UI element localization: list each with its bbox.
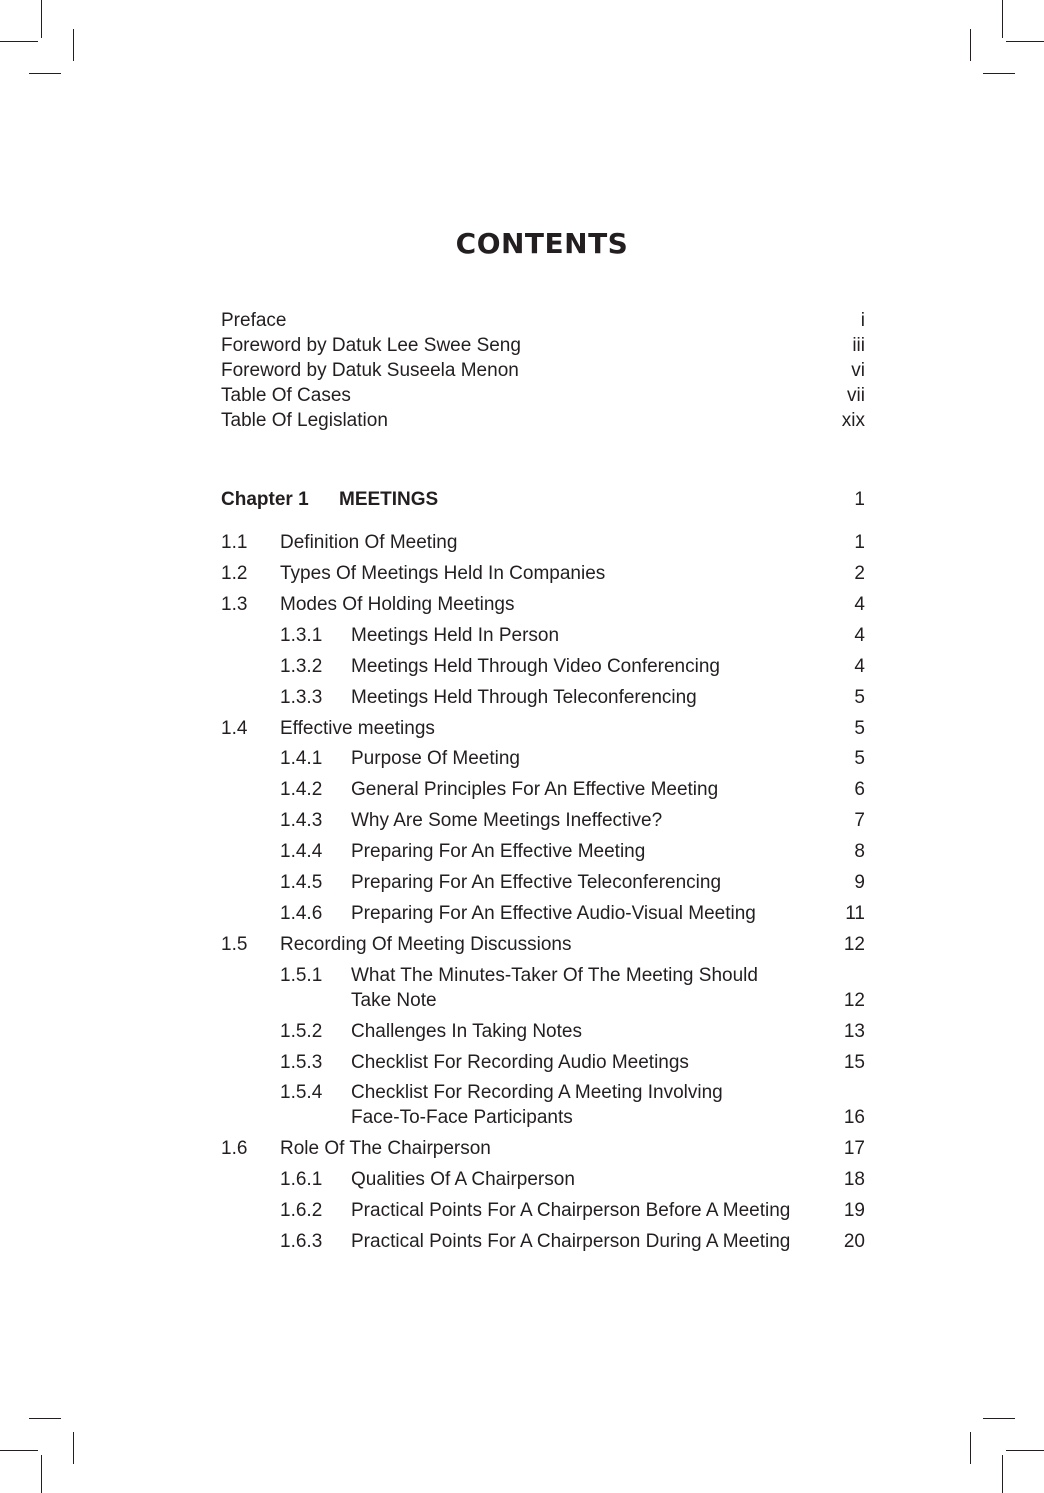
crop-mark (983, 73, 1015, 74)
section-title: Modes Of Holding Meetings (280, 594, 515, 615)
page-number: 11 (845, 903, 865, 924)
subsection-title: Meetings Held In Person (351, 625, 560, 646)
subsection-number: 1.6.3 (280, 1231, 323, 1252)
crop-mark (1002, 1455, 1003, 1493)
subsection-number: 1.4.1 (280, 748, 323, 769)
toc-entry[interactable] (221, 530, 865, 555)
subsection-number: 1.4.3 (280, 810, 323, 831)
subsection-number: 1.5.4 (280, 1082, 323, 1103)
toc-entry[interactable] (221, 561, 865, 586)
section-number: 1.6 (221, 1138, 248, 1159)
page-title: CONTENTS (455, 227, 629, 260)
page-number: 4 (854, 594, 865, 615)
subsection-title: Preparing For An Effective Meeting (351, 841, 646, 862)
chapter-title: MEETINGS (339, 489, 439, 510)
section-number: 1.1 (221, 532, 248, 553)
crop-mark (29, 1418, 61, 1419)
page-number: vi (851, 360, 865, 381)
toc-subentry[interactable] (221, 654, 865, 679)
crop-mark (970, 1432, 971, 1464)
toc-subentry[interactable] (221, 623, 865, 648)
page-number: 12 (843, 934, 865, 955)
subsection-title: Purpose Of Meeting (351, 748, 520, 769)
section-title: Role Of The Chairperson (280, 1138, 491, 1159)
toc-entry[interactable] (221, 592, 865, 617)
crop-mark (41, 1455, 42, 1493)
toc-subentry[interactable] (221, 1229, 865, 1254)
toc-subentry[interactable] (221, 963, 865, 1013)
toc-subentry[interactable] (221, 839, 865, 864)
subsection-title: What The Minutes-Taker Of The Meeting Should Take Note (351, 965, 758, 1011)
crop-mark (73, 29, 74, 61)
crop-mark (983, 1418, 1015, 1419)
page-number: i (860, 310, 865, 331)
subsection-number: 1.6.2 (280, 1200, 323, 1221)
page-number: 5 (854, 687, 865, 708)
page-number: 6 (854, 779, 865, 800)
front-matter-label: Table Of Cases (221, 385, 351, 406)
chapter-heading[interactable] (221, 487, 865, 512)
page-number: 13 (843, 1021, 865, 1042)
crop-mark (73, 1432, 74, 1464)
page-number: 17 (843, 1138, 865, 1159)
subsection-number: 1.5.1 (280, 965, 323, 986)
crop-mark (970, 29, 971, 61)
subsection-title: Meetings Held Through Teleconferencing (351, 687, 697, 708)
front-matter-item[interactable] (221, 383, 865, 408)
toc-subentry[interactable] (221, 1198, 865, 1223)
subsection-number: 1.4.5 (280, 872, 323, 893)
section-title: Definition Of Meeting (280, 532, 458, 553)
front-matter-label: Table Of Legislation (221, 410, 388, 431)
subsection-title: Practical Points For A Chairperson During A Meeting (351, 1231, 791, 1252)
page-number: 5 (854, 718, 865, 739)
crop-mark (1006, 1450, 1044, 1451)
subsection-title: Preparing For An Effective Audio-Visual Meeting (351, 903, 756, 924)
page-number: 16 (843, 1107, 865, 1128)
page-number: 5 (854, 748, 865, 769)
toc-subentry[interactable] (221, 746, 865, 771)
section-title: Types Of Meetings Held In Companies (280, 563, 606, 584)
subsection-number: 1.6.1 (280, 1169, 323, 1190)
toc-subentry[interactable] (221, 685, 865, 710)
toc-subentry[interactable] (221, 1080, 865, 1130)
toc-entry[interactable] (221, 932, 865, 957)
toc-entry[interactable] (221, 1136, 865, 1161)
page-number: 15 (843, 1052, 865, 1073)
subsection-number: 1.3.1 (280, 625, 323, 646)
toc-entry[interactable] (221, 716, 865, 741)
toc-subentry[interactable] (221, 808, 865, 833)
toc-subentry[interactable] (221, 777, 865, 802)
section-number: 1.5 (221, 934, 248, 955)
subsection-number: 1.4.4 (280, 841, 323, 862)
section-number: 1.4 (221, 718, 248, 739)
front-matter-item[interactable] (221, 408, 865, 433)
page-number: 20 (843, 1231, 865, 1252)
subsection-number: 1.3.2 (280, 656, 323, 677)
toc-subentry[interactable] (221, 1167, 865, 1192)
front-matter-label: Preface (221, 310, 287, 331)
subsection-title: Meetings Held Through Video Conferencing (351, 656, 720, 677)
subsection-number: 1.4.2 (280, 779, 323, 800)
crop-mark (29, 73, 61, 74)
front-matter-item[interactable] (221, 333, 865, 358)
page-number: vii (847, 385, 865, 406)
toc-subentry[interactable] (221, 901, 865, 926)
subsection-title: General Principles For An Effective Meeting (351, 779, 719, 800)
page-number: 4 (854, 625, 865, 646)
section-title: Effective meetings (280, 718, 435, 739)
page-number: 8 (854, 841, 865, 862)
chapter-number: Chapter 1 (221, 489, 309, 510)
page-number: iii (852, 335, 865, 356)
section-number: 1.2 (221, 563, 248, 584)
section-number: 1.3 (221, 594, 248, 615)
section-title: Recording Of Meeting Discussions (280, 934, 572, 955)
subsection-title: Practical Points For A Chairperson Before A Meeting (351, 1200, 791, 1221)
subsection-number: 1.4.6 (280, 903, 323, 924)
page-number: 1 (854, 489, 865, 510)
subsection-title: Checklist For Recording A Meeting Involving Face-To-Face Participants (351, 1082, 723, 1128)
page-number: 7 (854, 810, 865, 831)
page-number: 19 (843, 1200, 865, 1221)
front-matter-item[interactable] (221, 358, 865, 383)
page-number: 12 (843, 990, 865, 1011)
subsection-title: Qualities Of A Chairperson (351, 1169, 575, 1190)
crop-mark (41, 0, 42, 38)
toc-subentry[interactable] (221, 1019, 865, 1044)
subsection-number: 1.5.2 (280, 1021, 323, 1042)
front-matter-label: Foreword by Datuk Lee Swee Seng (221, 335, 521, 356)
crop-mark (0, 41, 38, 42)
page-number: xix (841, 410, 865, 431)
page-number: 18 (843, 1169, 865, 1190)
crop-mark (0, 1450, 38, 1451)
subsection-title: Checklist For Recording Audio Meetings (351, 1052, 689, 1073)
toc-subentry[interactable] (221, 1050, 865, 1075)
subsection-title: Why Are Some Meetings Ineffective? (351, 810, 663, 831)
crop-mark (1006, 41, 1044, 42)
front-matter-item[interactable] (221, 308, 865, 333)
page-number: 2 (854, 563, 865, 584)
subsection-number: 1.5.3 (280, 1052, 323, 1073)
subsection-title: Challenges In Taking Notes (351, 1021, 582, 1042)
page-number: 9 (854, 872, 865, 893)
subsection-title: Preparing For An Effective Teleconferencing (351, 872, 722, 893)
crop-mark (1002, 0, 1003, 38)
subsection-number: 1.3.3 (280, 687, 323, 708)
front-matter-label: Foreword by Datuk Suseela Menon (221, 360, 519, 381)
toc-subentry[interactable] (221, 870, 865, 895)
page-number: 1 (854, 532, 865, 553)
page-number: 4 (854, 656, 865, 677)
